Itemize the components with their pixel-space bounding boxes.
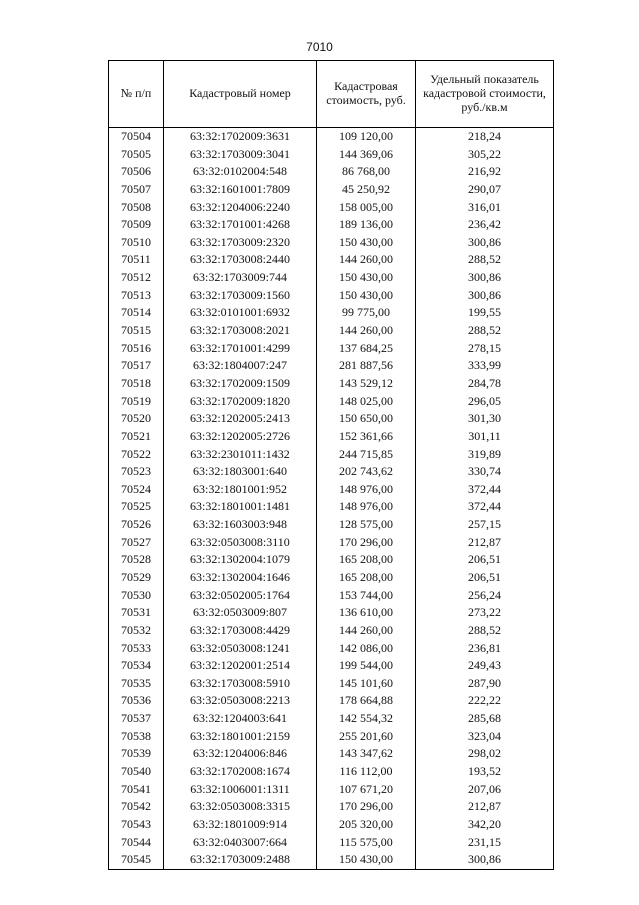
table-row <box>109 834 554 852</box>
table-row <box>109 216 554 234</box>
table-row <box>109 304 554 322</box>
cadastral-number-cell: 63:32:1703009:744 <box>164 269 317 287</box>
table-row <box>109 728 554 746</box>
table-row <box>109 763 554 781</box>
cadastral-number-cell: 63:32:0503008:3315 <box>164 798 317 816</box>
cadastral-number-cell: 63:32:0503008:2213 <box>164 693 317 711</box>
cadastral-number-cell: 63:32:1006001:1311 <box>164 781 317 799</box>
table-row <box>109 551 554 569</box>
row-number-cell: 70519 <box>109 393 164 411</box>
cadastral-number-cell: 63:32:0403007:664 <box>164 834 317 852</box>
cadastral-value-cell: 150 430,00 <box>317 287 416 305</box>
row-number-cell: 70518 <box>109 375 164 393</box>
cadastral-value-cell: 148 976,00 <box>317 498 416 516</box>
table-row <box>109 269 554 287</box>
row-number-cell: 70523 <box>109 463 164 481</box>
table-row <box>109 516 554 534</box>
cadastral-number-cell: 63:32:1202005:2413 <box>164 410 317 428</box>
cadastral-value-cell: 145 101,60 <box>317 675 416 693</box>
cadastral-number-cell: 63:32:1702009:1820 <box>164 393 317 411</box>
table-row <box>109 622 554 640</box>
specific-indicator-cell: 212,87 <box>416 798 554 816</box>
cadastral-value-cell: 99 775,00 <box>317 304 416 322</box>
row-number-cell: 70505 <box>109 146 164 164</box>
row-number-cell: 70522 <box>109 446 164 464</box>
table-row <box>109 851 554 869</box>
cadastral-value-cell: 142 086,00 <box>317 640 416 658</box>
specific-indicator-cell: 372,44 <box>416 481 554 499</box>
table-row <box>109 410 554 428</box>
table-row <box>109 463 554 481</box>
specific-indicator-cell: 231,15 <box>416 834 554 852</box>
cadastral-number-cell: 63:32:0101001:6932 <box>164 304 317 322</box>
cadastral-value-cell: 144 260,00 <box>317 251 416 269</box>
row-number-cell: 70527 <box>109 534 164 552</box>
specific-indicator-cell: 216,92 <box>416 163 554 181</box>
cadastral-value-cell: 148 025,00 <box>317 393 416 411</box>
cadastral-number-cell: 63:32:1801001:2159 <box>164 728 317 746</box>
table-row <box>109 393 554 411</box>
cadastral-number-cell: 63:32:1801001:952 <box>164 481 317 499</box>
specific-indicator-cell: 212,87 <box>416 534 554 552</box>
table-row <box>109 375 554 393</box>
cadastral-value-cell: 255 201,60 <box>317 728 416 746</box>
specific-indicator-cell: 288,52 <box>416 622 554 640</box>
specific-indicator-cell: 278,15 <box>416 340 554 358</box>
table-row <box>109 640 554 658</box>
cadastral-value-cell: 178 664,88 <box>317 693 416 711</box>
cadastral-value-cell: 136 610,00 <box>317 604 416 622</box>
cadastral-value-cell: 165 208,00 <box>317 551 416 569</box>
row-number-cell: 70511 <box>109 251 164 269</box>
cadastral-number-cell: 63:32:0102004:548 <box>164 163 317 181</box>
header-cadastral-number: Кадастровый номер <box>164 61 317 128</box>
cadastral-number-cell: 63:32:1601001:7809 <box>164 181 317 199</box>
cadastral-number-cell: 63:32:1703008:2021 <box>164 322 317 340</box>
cadastral-number-cell: 63:32:1701001:4299 <box>164 340 317 358</box>
cadastral-number-cell: 63:32:1702009:1509 <box>164 375 317 393</box>
cadastral-number-cell: 63:32:1703009:3041 <box>164 146 317 164</box>
cadastral-number-cell: 63:32:2301011:1432 <box>164 446 317 464</box>
specific-indicator-cell: 296,05 <box>416 393 554 411</box>
cadastral-value-cell: 150 430,00 <box>317 234 416 252</box>
specific-indicator-cell: 218,24 <box>416 128 554 146</box>
cadastral-value-cell: 144 260,00 <box>317 622 416 640</box>
cadastral-number-cell: 63:32:1801009:914 <box>164 816 317 834</box>
specific-indicator-cell: 305,22 <box>416 146 554 164</box>
specific-indicator-cell: 301,11 <box>416 428 554 446</box>
cadastral-number-cell: 63:32:1703008:4429 <box>164 622 317 640</box>
row-number-cell: 70528 <box>109 551 164 569</box>
specific-indicator-cell: 323,04 <box>416 728 554 746</box>
header-specific-indicator: Удельный показатель кадастровой стоимости, руб./кв.м <box>416 61 554 128</box>
table-row <box>109 322 554 340</box>
table-row <box>109 816 554 834</box>
cadastral-number-cell: 63:32:1703008:2440 <box>164 251 317 269</box>
cadastral-number-cell: 63:32:1703009:2488 <box>164 851 317 869</box>
cadastral-number-cell: 63:32:1204006:846 <box>164 745 317 763</box>
specific-indicator-cell: 333,99 <box>416 357 554 375</box>
cadastral-value-cell: 128 575,00 <box>317 516 416 534</box>
table-row <box>109 428 554 446</box>
row-number-cell: 70509 <box>109 216 164 234</box>
specific-indicator-cell: 257,15 <box>416 516 554 534</box>
row-number-cell: 70537 <box>109 710 164 728</box>
specific-indicator-cell: 300,86 <box>416 234 554 252</box>
table-row <box>109 587 554 605</box>
cadastral-number-cell: 63:32:1703008:5910 <box>164 675 317 693</box>
row-number-cell: 70536 <box>109 693 164 711</box>
specific-indicator-cell: 256,24 <box>416 587 554 605</box>
cadastral-value-cell: 143 347,62 <box>317 745 416 763</box>
cadastral-value-cell: 116 112,00 <box>317 763 416 781</box>
row-number-cell: 70514 <box>109 304 164 322</box>
row-number-cell: 70517 <box>109 357 164 375</box>
cadastral-number-cell: 63:32:1204006:2240 <box>164 199 317 217</box>
cadastral-value-cell: 148 976,00 <box>317 481 416 499</box>
specific-indicator-cell: 300,86 <box>416 269 554 287</box>
cadastral-value-cell: 142 554,32 <box>317 710 416 728</box>
cadastral-value-cell: 143 529,12 <box>317 375 416 393</box>
table-row <box>109 234 554 252</box>
cadastral-value-cell: 109 120,00 <box>317 128 416 146</box>
table-body <box>109 128 554 870</box>
cadastral-value-cell: 107 671,20 <box>317 781 416 799</box>
cadastral-number-cell: 63:32:0503008:1241 <box>164 640 317 658</box>
table-row <box>109 781 554 799</box>
cadastral-value-cell: 115 575,00 <box>317 834 416 852</box>
row-number-cell: 70504 <box>109 128 164 146</box>
row-number-cell: 70516 <box>109 340 164 358</box>
table-row <box>109 798 554 816</box>
table-row <box>109 128 554 146</box>
specific-indicator-cell: 316,01 <box>416 199 554 217</box>
cadastral-value-cell: 244 715,85 <box>317 446 416 464</box>
cadastral-value-cell: 170 296,00 <box>317 798 416 816</box>
specific-indicator-cell: 290,07 <box>416 181 554 199</box>
cadastral-value-cell: 170 296,00 <box>317 534 416 552</box>
specific-indicator-cell: 222,22 <box>416 693 554 711</box>
table-row <box>109 181 554 199</box>
specific-indicator-cell: 300,86 <box>416 851 554 869</box>
cadastral-number-cell: 63:32:0502005:1764 <box>164 587 317 605</box>
row-number-cell: 70531 <box>109 604 164 622</box>
row-number-cell: 70507 <box>109 181 164 199</box>
table-row <box>109 251 554 269</box>
cadastral-number-cell: 63:32:1804007:247 <box>164 357 317 375</box>
table-row <box>109 498 554 516</box>
row-number-cell: 70508 <box>109 199 164 217</box>
table-row <box>109 675 554 693</box>
specific-indicator-cell: 206,51 <box>416 569 554 587</box>
cadastral-value-table <box>108 60 554 870</box>
table-row <box>109 446 554 464</box>
row-number-cell: 70538 <box>109 728 164 746</box>
specific-indicator-cell: 300,86 <box>416 287 554 305</box>
page-number: 7010 <box>306 40 333 54</box>
cadastral-number-cell: 63:32:1701001:4268 <box>164 216 317 234</box>
cadastral-value-cell: 189 136,00 <box>317 216 416 234</box>
specific-indicator-cell: 193,52 <box>416 763 554 781</box>
row-number-cell: 70526 <box>109 516 164 534</box>
cadastral-value-cell: 150 430,00 <box>317 269 416 287</box>
specific-indicator-cell: 273,22 <box>416 604 554 622</box>
cadastral-number-cell: 63:32:0503008:3110 <box>164 534 317 552</box>
cadastral-number-cell: 63:32:1801001:1481 <box>164 498 317 516</box>
table-row <box>109 693 554 711</box>
row-number-cell: 70545 <box>109 851 164 869</box>
row-number-cell: 70540 <box>109 763 164 781</box>
row-number-cell: 70534 <box>109 657 164 675</box>
table-row <box>109 163 554 181</box>
cadastral-value-cell: 205 320,00 <box>317 816 416 834</box>
specific-indicator-cell: 372,44 <box>416 498 554 516</box>
specific-indicator-cell: 330,74 <box>416 463 554 481</box>
specific-indicator-cell: 206,51 <box>416 551 554 569</box>
table-row <box>109 710 554 728</box>
table-row <box>109 199 554 217</box>
row-number-cell: 70515 <box>109 322 164 340</box>
row-number-cell: 70533 <box>109 640 164 658</box>
cadastral-value-cell: 152 361,66 <box>317 428 416 446</box>
row-number-cell: 70539 <box>109 745 164 763</box>
row-number-cell: 70524 <box>109 481 164 499</box>
row-number-cell: 70529 <box>109 569 164 587</box>
cadastral-value-cell: 150 650,00 <box>317 410 416 428</box>
row-number-cell: 70542 <box>109 798 164 816</box>
specific-indicator-cell: 249,43 <box>416 657 554 675</box>
specific-indicator-cell: 301,30 <box>416 410 554 428</box>
specific-indicator-cell: 236,42 <box>416 216 554 234</box>
cadastral-value-cell: 202 743,62 <box>317 463 416 481</box>
cadastral-number-cell: 63:32:1803001:640 <box>164 463 317 481</box>
cadastral-value-cell: 45 250,92 <box>317 181 416 199</box>
table-row <box>109 534 554 552</box>
table-row <box>109 569 554 587</box>
row-number-cell: 70520 <box>109 410 164 428</box>
row-number-cell: 70512 <box>109 269 164 287</box>
cadastral-number-cell: 63:32:1202005:2726 <box>164 428 317 446</box>
specific-indicator-cell: 207,06 <box>416 781 554 799</box>
cadastral-number-cell: 63:32:1703009:1560 <box>164 287 317 305</box>
cadastral-value-cell: 199 544,00 <box>317 657 416 675</box>
row-number-cell: 70541 <box>109 781 164 799</box>
table-row <box>109 657 554 675</box>
table-row <box>109 745 554 763</box>
specific-indicator-cell: 319,89 <box>416 446 554 464</box>
table-row <box>109 146 554 164</box>
specific-indicator-cell: 288,52 <box>416 251 554 269</box>
row-number-cell: 70510 <box>109 234 164 252</box>
row-number-cell: 70544 <box>109 834 164 852</box>
specific-indicator-cell: 236,81 <box>416 640 554 658</box>
cadastral-number-cell: 63:32:1302004:1646 <box>164 569 317 587</box>
cadastral-value-cell: 144 260,00 <box>317 322 416 340</box>
cadastral-number-cell: 63:32:1702008:1674 <box>164 763 317 781</box>
table-row <box>109 604 554 622</box>
specific-indicator-cell: 284,78 <box>416 375 554 393</box>
table-row <box>109 287 554 305</box>
row-number-cell: 70506 <box>109 163 164 181</box>
row-number-cell: 70521 <box>109 428 164 446</box>
cadastral-number-cell: 63:32:1603003:948 <box>164 516 317 534</box>
header-num: № п/п <box>109 61 164 128</box>
cadastral-number-cell: 63:32:1702009:3631 <box>164 128 317 146</box>
cadastral-number-cell: 63:32:0503009:807 <box>164 604 317 622</box>
cadastral-value-cell: 144 369,06 <box>317 146 416 164</box>
cadastral-value-cell: 137 684,25 <box>317 340 416 358</box>
row-number-cell: 70525 <box>109 498 164 516</box>
cadastral-number-cell: 63:32:1202001:2514 <box>164 657 317 675</box>
specific-indicator-cell: 199,55 <box>416 304 554 322</box>
table-row <box>109 340 554 358</box>
specific-indicator-cell: 287,90 <box>416 675 554 693</box>
cadastral-number-cell: 63:32:1204003:641 <box>164 710 317 728</box>
cadastral-value-cell: 153 744,00 <box>317 587 416 605</box>
row-number-cell: 70535 <box>109 675 164 693</box>
header-cadastral-value: Кадастровая стоимость, руб. <box>317 61 416 128</box>
specific-indicator-cell: 298,02 <box>416 745 554 763</box>
cadastral-value-cell: 165 208,00 <box>317 569 416 587</box>
specific-indicator-cell: 285,68 <box>416 710 554 728</box>
cadastral-value-cell: 86 768,00 <box>317 163 416 181</box>
specific-indicator-cell: 288,52 <box>416 322 554 340</box>
row-number-cell: 70532 <box>109 622 164 640</box>
cadastral-value-cell: 150 430,00 <box>317 851 416 869</box>
table-header-row <box>109 61 554 128</box>
row-number-cell: 70513 <box>109 287 164 305</box>
row-number-cell: 70530 <box>109 587 164 605</box>
cadastral-number-cell: 63:32:1302004:1079 <box>164 551 317 569</box>
cadastral-value-cell: 281 887,56 <box>317 357 416 375</box>
cadastral-value-cell: 158 005,00 <box>317 199 416 217</box>
cadastral-number-cell: 63:32:1703009:2320 <box>164 234 317 252</box>
table-row <box>109 357 554 375</box>
row-number-cell: 70543 <box>109 816 164 834</box>
table-row <box>109 481 554 499</box>
specific-indicator-cell: 342,20 <box>416 816 554 834</box>
